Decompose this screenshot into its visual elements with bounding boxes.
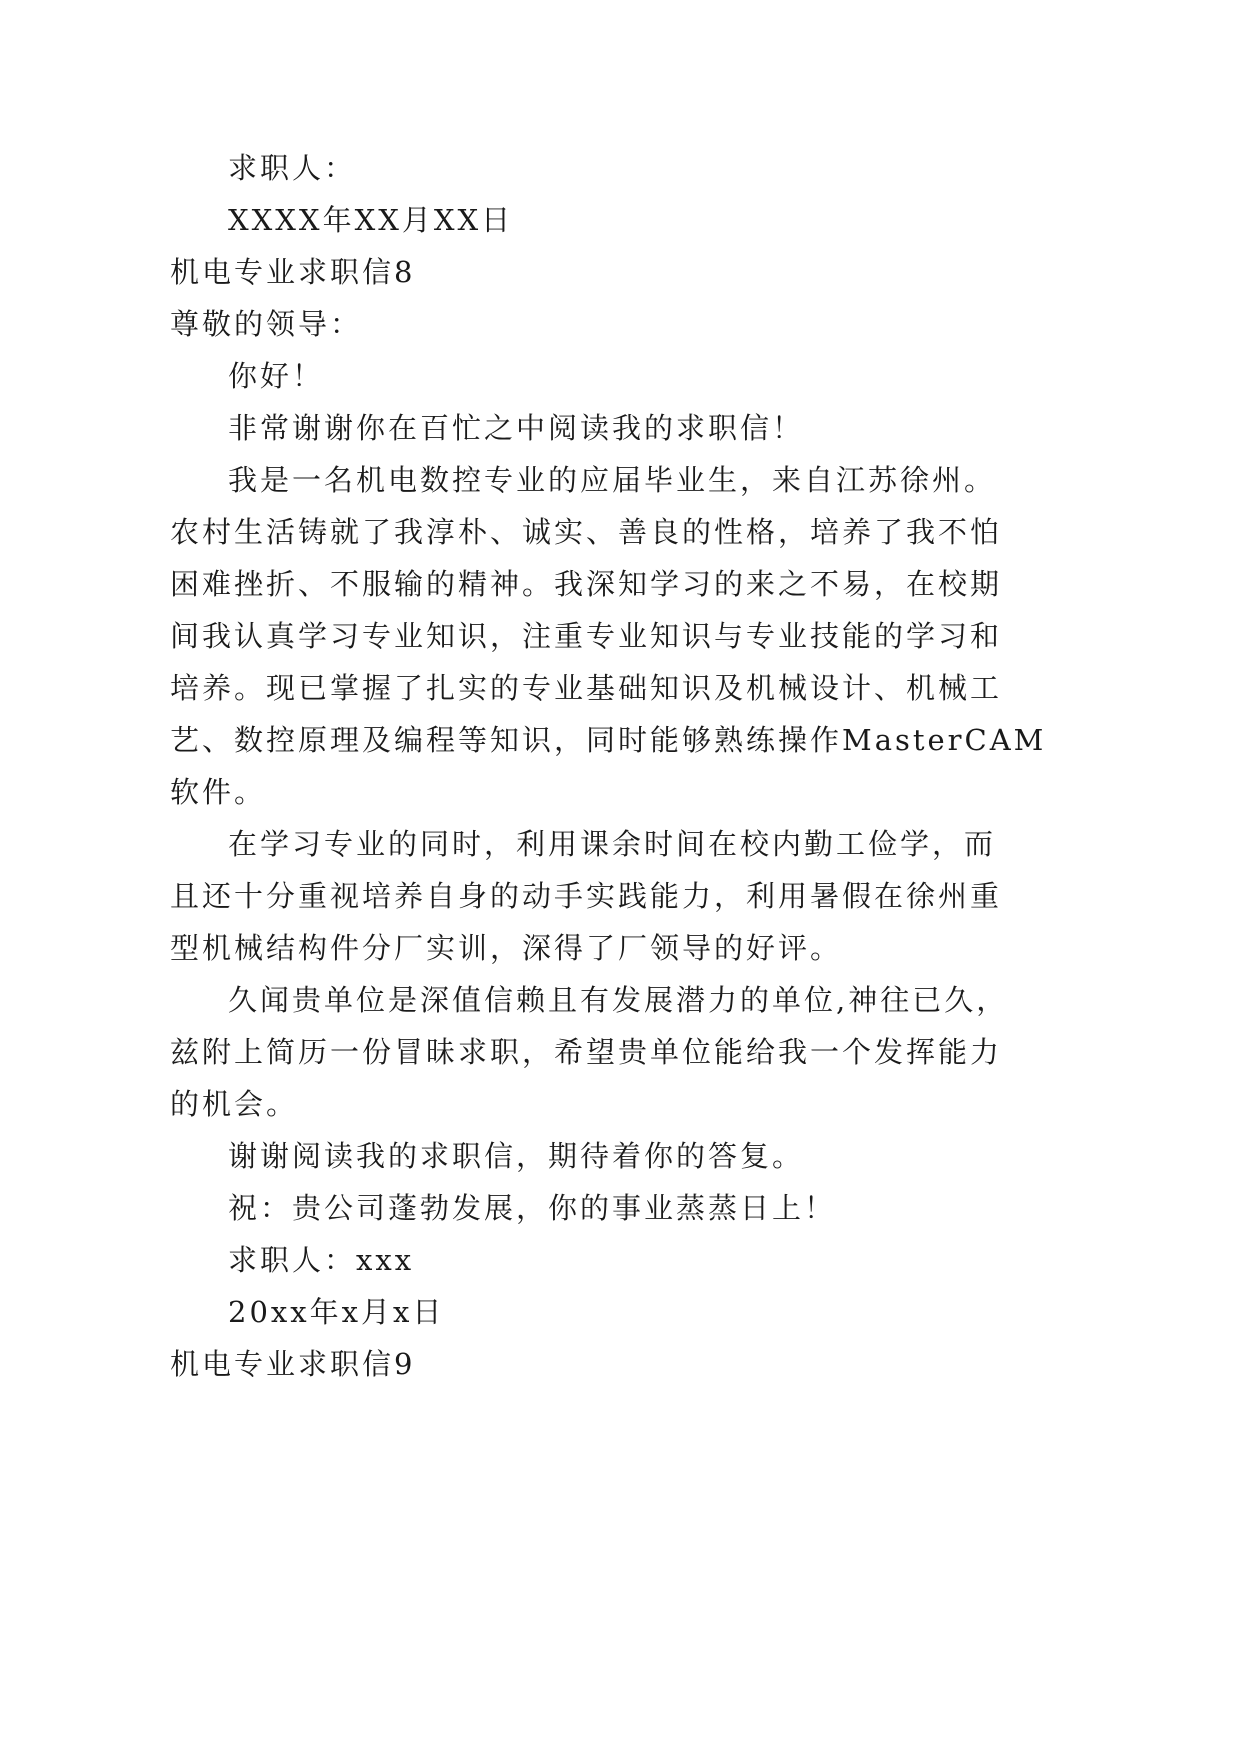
thanks-opening: 非常谢谢你在百忙之中阅读我的求职信！: [228, 411, 805, 445]
paragraph-line: 且还十分重视培养自身的动手实践能力，利用暑假在徐州重: [170, 879, 1003, 913]
paragraph-line: 困难挫折、不服输的精神。我深知学习的来之不易，在校期: [170, 567, 1003, 601]
applicant-line: 求职人：xxx: [228, 1243, 415, 1277]
greeting: 你好！: [228, 359, 325, 393]
paragraph-line: 兹附上简历一份冒昧求职，希望贵单位能给我一个发挥能力: [170, 1035, 1003, 1069]
paragraph-line: 软件。: [170, 775, 267, 809]
paragraph-line: 的机会。: [170, 1087, 299, 1121]
salutation: 尊敬的领导：: [170, 307, 363, 341]
paragraph-line: 在学习专业的同时，利用课余时间在校内勤工俭学，而: [228, 827, 997, 861]
next-letter-title: 机电专业求职信9: [170, 1347, 416, 1381]
letter-title: 机电专业求职信8: [170, 255, 416, 289]
date-line: 20xx年x月x日: [228, 1295, 445, 1329]
thanks-closing: 谢谢阅读我的求职信，期待着你的答复。: [228, 1139, 805, 1173]
paragraph-line: 型机械结构件分厂实训，深得了厂领导的好评。: [170, 931, 843, 965]
paragraph-line: 久闻贵单位是深值信赖且有发展潜力的单位,神往已久，: [228, 983, 1009, 1017]
wish-line: 祝：贵公司蓬勃发展，你的事业蒸蒸日上！: [228, 1191, 837, 1225]
paragraph-line: 间我认真学习专业知识，注重专业知识与专业技能的学习和: [170, 619, 1003, 653]
paragraph-line: 艺、数控原理及编程等知识，同时能够熟练操作MasterCAM: [170, 723, 1047, 757]
paragraph-line: 我是一名机电数控专业的应届毕业生，来自江苏徐州。: [228, 463, 997, 497]
paragraph-line: 培养。现已掌握了扎实的专业基础知识及机械设计、机械工: [170, 671, 1003, 705]
paragraph-line: 农村生活铸就了我淳朴、诚实、善良的性格，培养了我不怕: [170, 515, 1003, 549]
prev-date-line: XXXX年XX月XX日: [228, 203, 514, 237]
prev-applicant-line: 求职人：: [228, 151, 357, 185]
